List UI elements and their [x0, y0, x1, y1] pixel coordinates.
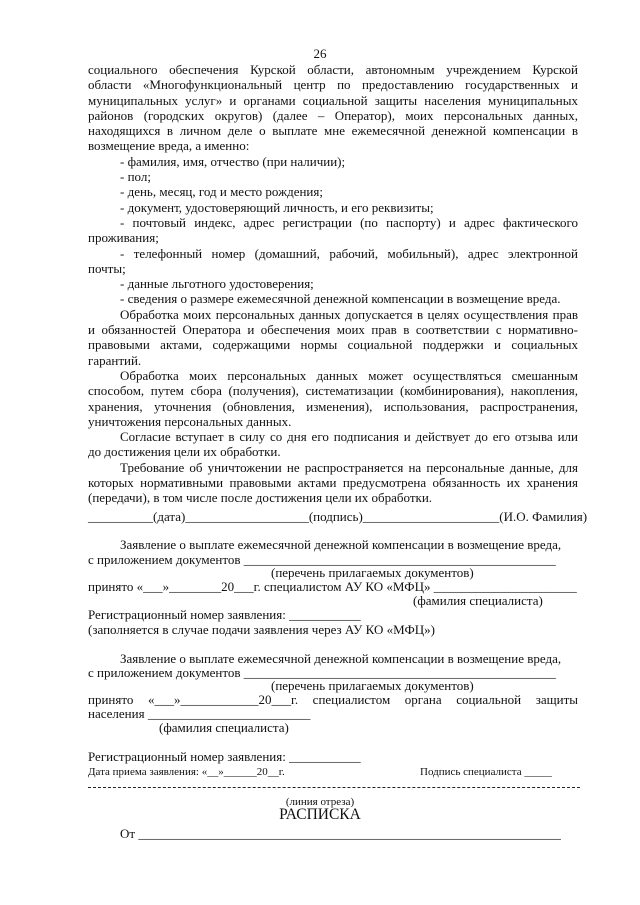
- text-line: Заявление о выплате ежемесячной денежной компенсации в возмещение вреда,: [120, 651, 562, 666]
- registration-number-field: Регистрационный номер заявления: ___________: [88, 607, 361, 622]
- field-caption: (фамилия специалиста): [413, 593, 543, 608]
- field-caption: (перечень прилагаемых документов): [271, 678, 474, 693]
- receipt-title: РАСПИСКА: [279, 806, 361, 823]
- text-line: способом, путем сбора (получения), систематизации (комбинирования), накопления,: [88, 383, 578, 399]
- field-caption: (перечень прилагаемых документов): [271, 565, 474, 580]
- text-line: хранения, уточнения (обновления, изменения), использования, распространения,: [88, 398, 578, 414]
- list-item: - данные льготного удостоверения;: [120, 276, 314, 292]
- text-line: Обработка моих персональных данных может осуществляться смешанным: [120, 367, 578, 383]
- list-item: - почтовый индекс, адрес регистрации (по паспорту) и адрес фактического: [120, 214, 578, 230]
- text-line: Согласие вступает в силу со дня его подписания и действует до его отзыва или: [120, 429, 578, 445]
- specialist-field: населения _________________________: [88, 706, 311, 721]
- text-line: проживания;: [88, 230, 159, 246]
- text-line: социального обеспечения Курской области, автономным учреждением Курской: [88, 62, 578, 77]
- consent-text: [88, 62, 578, 506]
- registration-number-field: Регистрационный номер заявления: ___________: [88, 749, 361, 764]
- text-line: уничтожения персональных данных.: [88, 413, 292, 429]
- text-line: (передачи), в том числе после достижения цели их обработки.: [88, 490, 433, 506]
- text-line: до достижения цели их обработки.: [88, 444, 281, 460]
- list-item: - телефонный номер (домашний, рабочий, мобильный), адрес электронной: [120, 245, 578, 261]
- list-item: - документ, удостоверяющий личность, и его реквизиты;: [120, 199, 434, 215]
- list-item: - пол;: [120, 169, 151, 185]
- accepted-field: принято «___»____________20___г. специалистом органа социальной защиты: [88, 692, 578, 707]
- signature-line: __________(дата)___________________(подпись)_____________________(И.О. Фамилия): [88, 509, 588, 524]
- text-line: муниципальных услуг» и органами социальной защиты населения муниципальных: [88, 92, 578, 108]
- documents-field: с приложением документов ________________________________________________: [88, 665, 556, 680]
- text-line: правовыми актами, содержащими нормы социальной поддержки и социальных: [88, 337, 578, 353]
- field-caption: (фамилия специалиста): [159, 720, 289, 735]
- signature-field: Подпись специалиста _____: [420, 766, 552, 778]
- text-line: находящихся в личном деле о выплате мне ежемесячной денежной компенсации в: [88, 123, 578, 139]
- documents-field: с приложением документов ________________________________________________: [88, 552, 556, 567]
- cut-line-caption: (линия отреза): [285, 796, 355, 808]
- field-note: (заполняется в случае подачи заявления через АУ КО «МФЦ»): [88, 622, 435, 637]
- text-line: гарантий.: [88, 352, 142, 368]
- text-line: почты;: [88, 260, 126, 276]
- page-number: 26: [313, 46, 327, 61]
- text-line: которых нормативными правовыми актами предусмотрена обязанность их хранения: [88, 475, 578, 491]
- list-item: - день, месяц, год и место рождения;: [120, 184, 323, 200]
- receipt-from-field: От _________________________________________________________________: [120, 826, 561, 841]
- text-line: и обязанностей Оператора и обеспечения моих прав в соответствии с нормативно-: [88, 322, 578, 338]
- text-line: Обработка моих персональных данных допускается в целях осуществления прав: [120, 306, 578, 322]
- date-field: Дата приема заявления: «__»______20__г.: [88, 766, 285, 778]
- text-line: районов (городских округов) (далее – Оператор), моих персональных данных,: [88, 107, 578, 123]
- text-line: возмещение вреда, а именно:: [88, 138, 250, 154]
- text-line: области «Многофункциональный центр по предоставлению государственных и: [88, 77, 578, 93]
- list-item: - фамилия, имя, отчество (при наличии);: [120, 153, 346, 169]
- list-item: - сведения о размере ежемесячной денежной компенсации в возмещение вреда.: [120, 291, 561, 307]
- accepted-field: принято «___»________20___г. специалистом АУ КО «МФЦ» ______________________: [88, 579, 577, 594]
- text-line: Требование об уничтожении не распространяется на персональные данные, для: [120, 459, 578, 475]
- text-line: Заявление о выплате ежемесячной денежной компенсации в возмещение вреда,: [120, 537, 562, 552]
- cut-line: [88, 787, 580, 788]
